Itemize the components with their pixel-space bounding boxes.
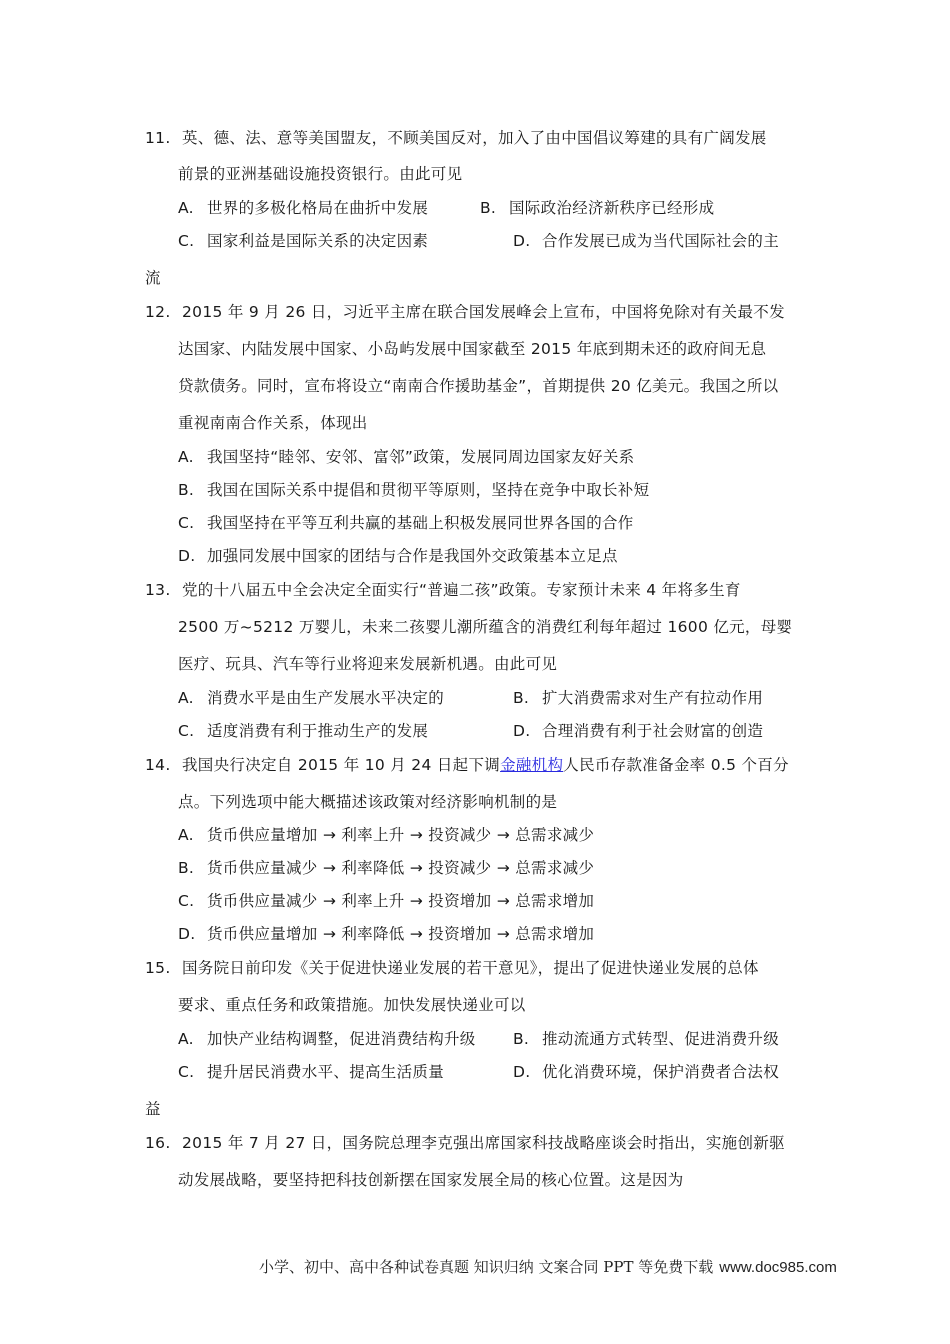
question-12-stem-line-4: 重视南南合作关系，体现出 <box>178 414 368 432</box>
question-15-option-a: A. 加快产业结构调整，促进消费结构升级 <box>178 1030 476 1048</box>
question-16-stem-line-1: 16. 2015 年 7 月 27 日，国务院总理李克强出席国家科技战略座谈会时指出，实施创新驱 <box>145 1134 785 1152</box>
question-12-stem-line-2: 达国家、内陆发展中国家、小岛屿发展中国家截至 2015 年底到期未还的政府间无息 <box>178 340 767 358</box>
question-12-stem-line-1: 12. 2015 年 9 月 26 日，习近平主席在联合国发展峰会上宣布，中国将免除对有关最不发 <box>145 303 785 321</box>
question-15-option-b: B. 推动流通方式转型、促进消费升级 <box>513 1030 780 1048</box>
question-12-stem-line-3: 贷款债务。同时，宣布将设立“南南合作援助基金”，首期提供 20 亿美元。我国之所以 <box>178 377 779 395</box>
question-13-option-d: D. 合理消费有利于社会财富的创造 <box>513 722 764 740</box>
question-13-stem-line-2: 2500 万~5212 万婴儿，未来二孩婴儿潮所蕴含的消费红利每年超过 1600 亿元，母婴 <box>178 618 793 636</box>
question-11-option-d: D. 合作发展已成为当代国际社会的主 <box>513 232 780 250</box>
page-footer <box>259 1257 837 1278</box>
question-15-option-c: C. 提升居民消费水平、提高生活质量 <box>178 1063 445 1081</box>
question-number: 13. <box>145 581 171 599</box>
question-15-option-d-wrap: 益 <box>145 1100 161 1118</box>
question-15-stem-line-2: 要求、重点任务和政策措施。加快发展快递业可以 <box>178 996 526 1014</box>
question-number: 16. <box>145 1134 171 1152</box>
question-12-option-c: C. 我国坚持在平等互利共赢的基础上积极发展同世界各国的合作 <box>178 514 634 532</box>
question-14-option-c: C. 货币供应量减少 → 利率上升 → 投资增加 → 总需求增加 <box>178 892 595 910</box>
question-number: 15. <box>145 959 171 977</box>
question-11-option-a: A. 世界的多极化格局在曲折中发展 <box>178 199 429 217</box>
question-number: 12. <box>145 303 171 321</box>
question-number: 11. <box>145 129 171 147</box>
question-12-option-d: D. 加强同发展中国家的团结与合作是我国外交政策基本立足点 <box>178 547 618 565</box>
question-14-option-b: B. 货币供应量减少 → 利率降低 → 投资减少 → 总需求减少 <box>178 859 595 877</box>
question-14-stem-line-1: 14. 我国央行决定自 2015 年 10 月 24 日起下调金融机构人民币存款准备金率 0.5 个百分 <box>145 756 789 774</box>
question-16-stem-line-2: 动发展战略，要坚持把科技创新摆在国家发展全局的核心位置。这是因为 <box>178 1171 684 1189</box>
question-12-option-a: A. 我国坚持“睦邻、安邻、富邻”政策，发展同周边国家友好关系 <box>178 448 635 466</box>
financial-institution-link[interactable]: 金融机构 <box>500 756 564 774</box>
question-12-option-b: B. 我国在国际关系中提倡和贯彻平等原则，坚持在竞争中取长补短 <box>178 481 650 499</box>
question-11-stem-line-2: 前景的亚洲基础设施投资银行。由此可见 <box>178 165 463 183</box>
question-15-option-d: D. 优化消费环境，保护消费者合法权 <box>513 1063 780 1081</box>
footer-url[interactable]: www.doc985.com <box>719 1259 837 1276</box>
footer-text: 小学、初中、高中各种试卷真题 知识归纳 文案合同 PPT 等免费下载 <box>259 1258 714 1276</box>
question-14-option-d: D. 货币供应量增加 → 利率降低 → 投资增加 → 总需求增加 <box>178 925 595 943</box>
question-11-option-d-wrap: 流 <box>145 269 161 287</box>
question-13-stem-line-1: 13. 党的十八届五中全会决定全面实行“普遍二孩”政策。专家预计未来 4 年将多生育 <box>145 581 741 599</box>
question-11-option-c: C. 国家利益是国际关系的决定因素 <box>178 232 429 250</box>
question-13-option-c: C. 适度消费有利于推动生产的发展 <box>178 722 429 740</box>
question-13-option-b: B. 扩大消费需求对生产有拉动作用 <box>513 689 764 707</box>
question-14-stem-line-2: 点。下列选项中能大概描述该政策对经济影响机制的是 <box>178 793 558 811</box>
question-13-option-a: A. 消费水平是由生产发展水平决定的 <box>178 689 445 707</box>
question-13-stem-line-3: 医疗、玩具、汽车等行业将迎来发展新机遇。由此可见 <box>178 655 558 673</box>
question-11-stem-line-1: 11. 英、德、法、意等美国盟友，不顾美国反对，加入了由中国倡议筹建的具有广阔发展 <box>145 129 767 147</box>
question-14-option-a: A. 货币供应量增加 → 利率上升 → 投资减少 → 总需求减少 <box>178 826 595 844</box>
question-15-stem-line-1: 15. 国务院日前印发《关于促进快递业发展的若干意见》，提出了促进快递业发展的总体 <box>145 959 759 977</box>
question-11-option-b: B. 国际政治经济新秩序已经形成 <box>480 199 715 217</box>
question-number: 14. <box>145 756 171 774</box>
